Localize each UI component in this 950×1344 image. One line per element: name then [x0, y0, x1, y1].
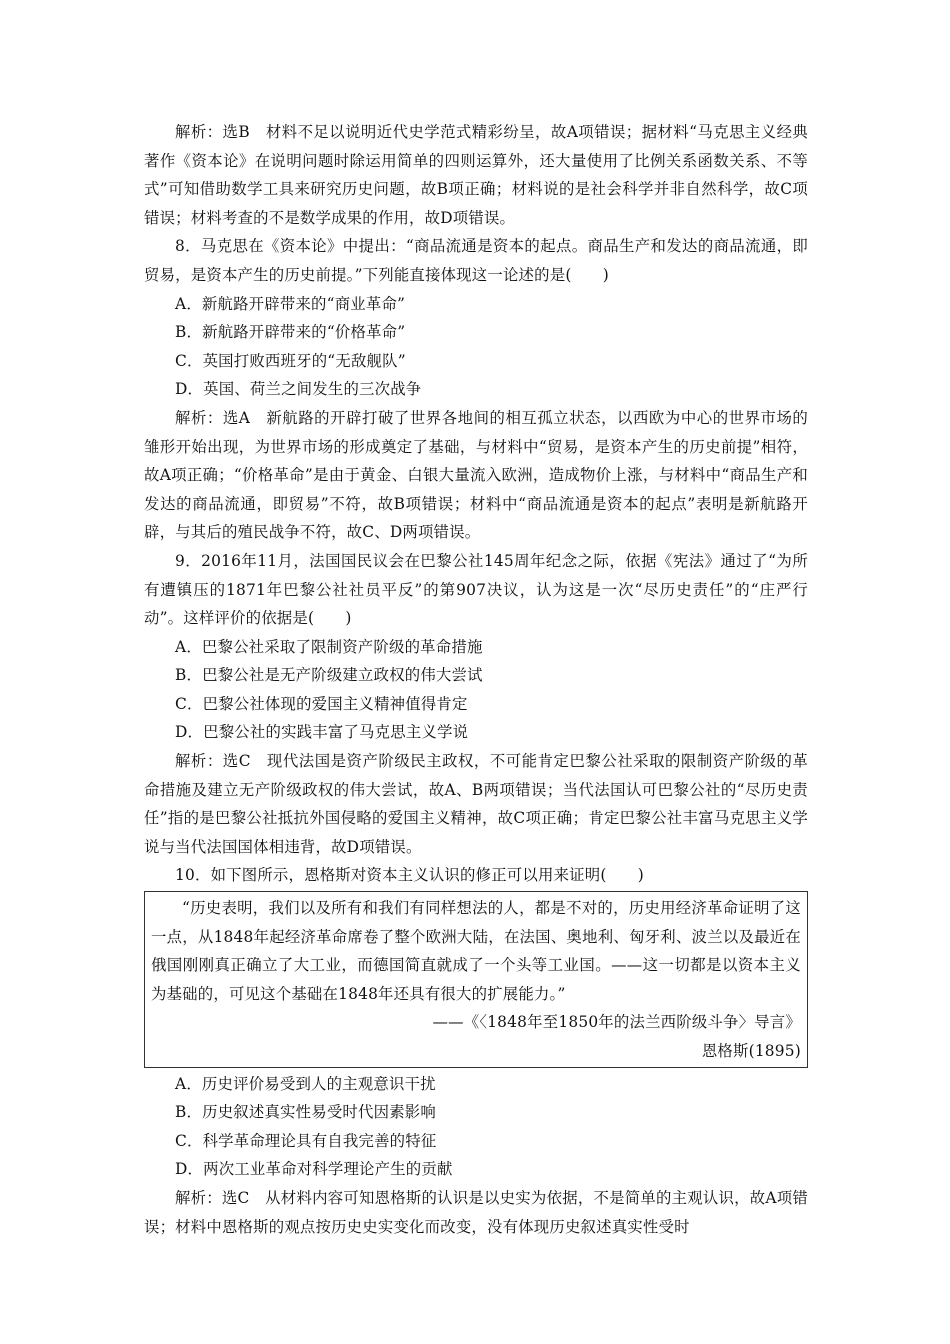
- q10-option-a: A．历史评价易受到人的主观意识干扰: [175, 1074, 436, 1093]
- q9-option-a: A．巴黎公社采取了限制资产阶级的革命措施: [175, 637, 483, 656]
- quote-text: “历史表明，我们以及所有和我们有同样想法的人，都是不对的，历史用经济革命证明了这一点，从1848年起经济革命席卷了整个欧洲大陆，在法国、奥地利、匈牙利、波兰以及最近在俄国刚刚真正确立了大工业，而德国简直就成了一个头等工业国。——这一切都是以资本主义为基础的，可见这个基础在1848年还具有很大的扩展能力。”: [151, 899, 801, 1003]
- q10-option-d: D．两次工业革命对科学理论产生的贡献: [175, 1160, 453, 1179]
- q9-option-c: C．巴黎公社体现的爱国主义精神值得肯定: [175, 694, 468, 713]
- q9-option-d: D．巴黎公社的实践丰富了马克思主义学说: [175, 723, 469, 742]
- q8-option-d: D．英国、荷兰之间发生的三次战争: [175, 380, 422, 399]
- analysis-q10: 解析：选C 从材料内容可知恩格斯的认识是以史实为依据，不是简单的主观认识，故A项错误；材料中恩格斯的观点按历史史实变化而改变，没有体现历史叙述真实性受时: [144, 1188, 808, 1236]
- quote-author: 恩格斯(1895): [701, 1042, 801, 1060]
- q9-option-b: B．巴黎公社是无产阶级建立政权的伟大尝试: [175, 666, 483, 685]
- question-10-stem: 10．如下图所示，恩格斯对资本主义认识的修正可以用来证明( ): [175, 866, 644, 885]
- q8-option-b: B．新航路开辟带来的“价格革命”: [175, 323, 406, 342]
- analysis-q9: 解析：选C 现代法国是资产阶级民主政权，不可能肯定巴黎公社采取的限制资产阶级的革命措施及建立无产阶级政权的伟大尝试，故A、B两项错误；当代法国认可巴黎公社的“尽历史责任”指的是巴黎公社抵抗外国侵略的爱国主义精神，故C项正确；肯定巴黎公社丰富马克思主义学说与当代法国国体相违背，故D项错误。: [144, 752, 808, 856]
- q10-option-b: B．历史叙述真实性易受时代因素影响: [175, 1103, 436, 1122]
- q10-option-c: C．科学革命理论具有自我完善的特征: [175, 1131, 437, 1150]
- analysis-q8: 解析：选A 新航路的开辟打破了世界各地间的相互孤立状态，以西欧为中心的世界市场的雏形开始出现，为世界市场的形成奠定了基础，与材料中“贸易，是资本产生的历史前提”相符，故A项正确；“价格革命”是由于黄金、白银大量流入欧洲，造成物价上涨，与材料中“商品生产和发达的商品流通，即贸易”不符，故B项错误；材料中“商品流通是资本的起点”表明是新航路开辟，与其后的殖民战争不符，故C、D两项错误。: [144, 408, 808, 542]
- question-8-stem: 8．马克思在《资本论》中提出：“商品流通是资本的起点。商品生产和发达的商品流通，即贸易，是资本产生的历史前提。”下列能直接体现这一论述的是( ): [144, 237, 808, 284]
- q8-option-c: C．英国打败西班牙的“无敌舰队”: [175, 351, 406, 370]
- quote-source: ——《〈1848年至1850年的法兰西阶级斗争〉导言》: [432, 1013, 801, 1032]
- document-page: [144, 118, 808, 1241]
- analysis-q7: 解析：选B 材料不足以说明近代史学范式精彩纷呈，故A项错误；据材料“马克思主义经典著作《资本论》在说明问题时除运用简单的四则运算外，还大量使用了比例关系函数关系、不等式”可知借助数学工具来研究历史问题，故B项正确；材料说的是社会科学并非自然科学，故C项错误；材料考查的不是数学成果的作用，故D项错误。: [144, 123, 808, 227]
- question-9-stem: 9．2016年11月，法国国民议会在巴黎公社145周年纪念之际，依据《宪法》通过了“为所有遭镇压的1871年巴黎公社社员平反”的第907决议，认为这是一次“尽历史责任”的“庄严行动”。这样评价的依据是( ): [144, 551, 808, 628]
- q8-option-a: A．新航路开辟带来的“商业革命”: [175, 294, 406, 313]
- quote-box: [144, 891, 808, 1068]
